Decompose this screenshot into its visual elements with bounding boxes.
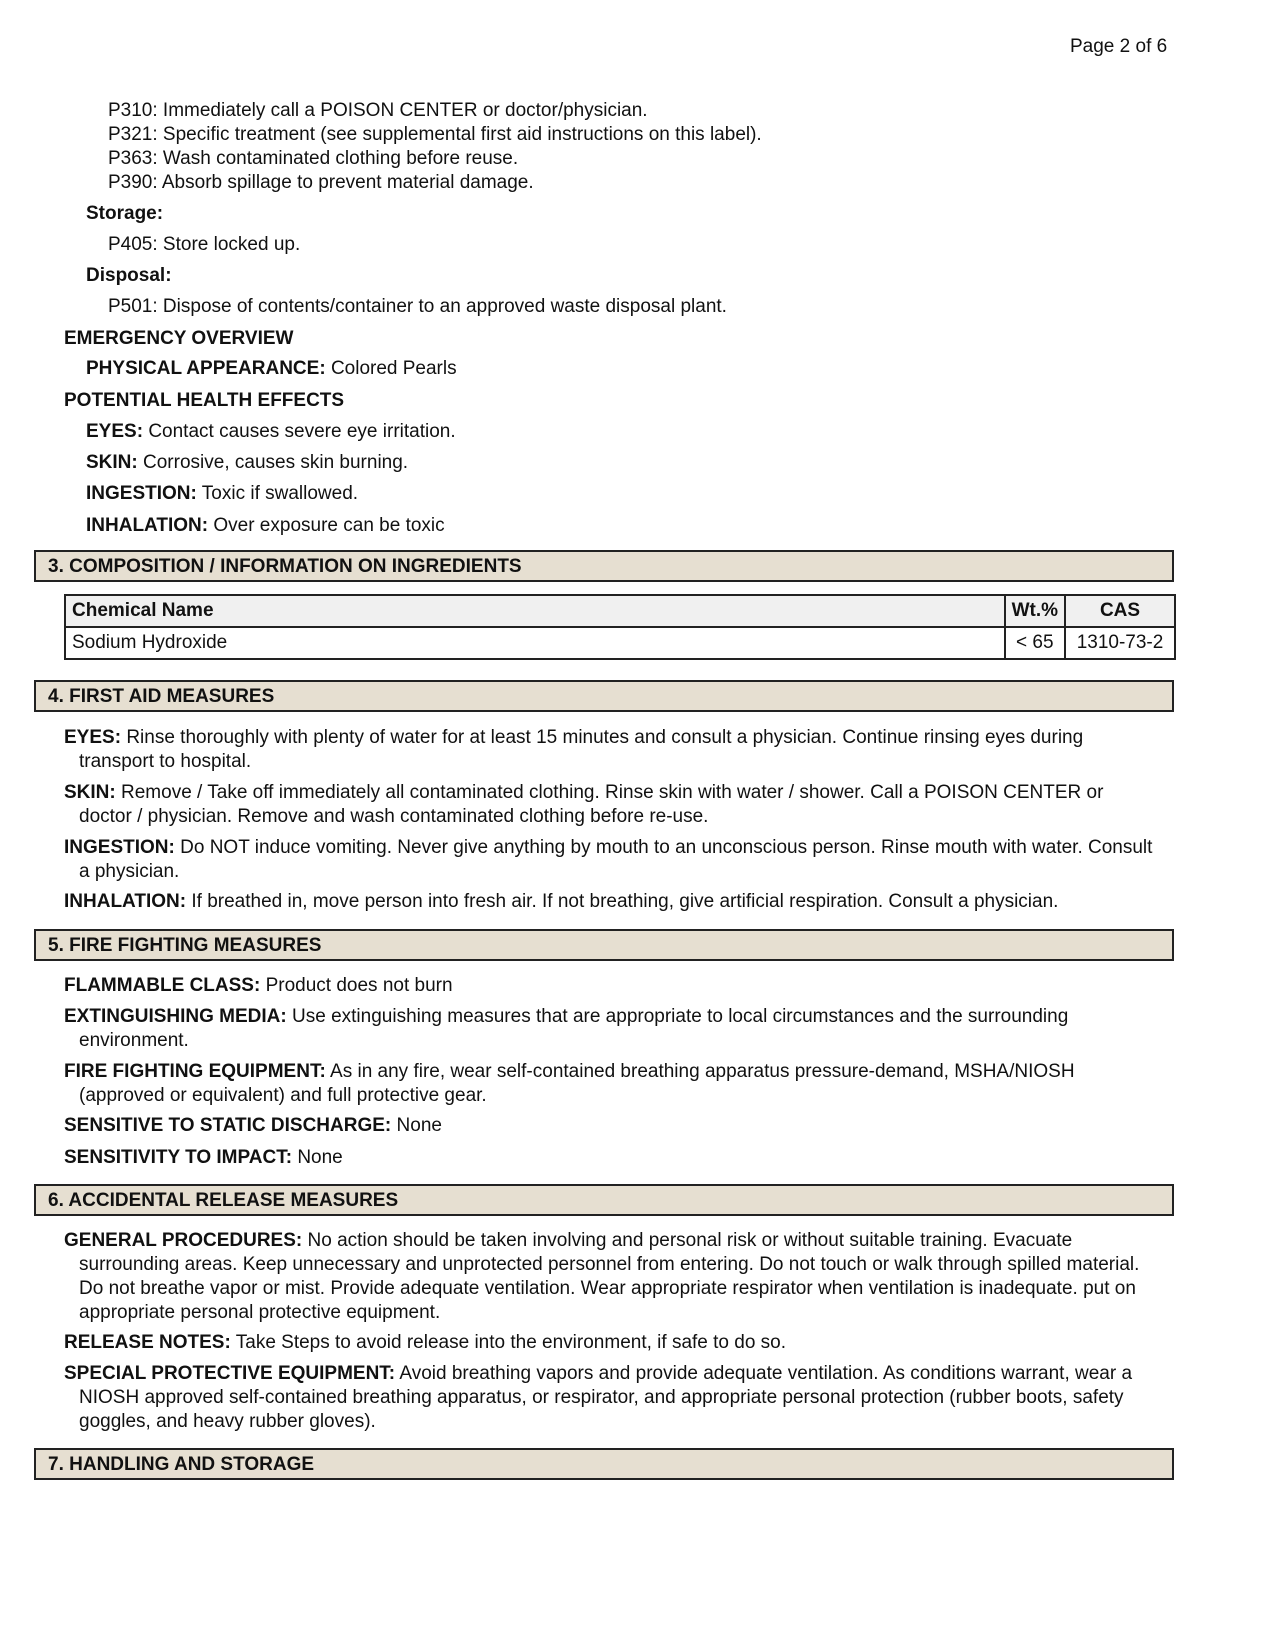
- fire-equipment: [64, 1060, 1174, 1108]
- value-cont: a physician.: [79, 861, 180, 882]
- label: SPECIAL PROTECTIVE EQUIPMENT:: [64, 1363, 396, 1384]
- label: SENSITIVITY TO IMPACT:: [64, 1147, 293, 1168]
- value-cont: Do not breathe vapor or mist. Provide adequate ventilation. Wear appropriate respirator when ventilation is inadequate. put on: [79, 1278, 1136, 1299]
- first-aid-eyes: [64, 726, 1174, 774]
- value: Product does not burn: [265, 975, 453, 996]
- col-wt: Wt.%: [1005, 595, 1065, 627]
- value: As in any fire, wear self-contained breathing apparatus pressure-demand, MSHA/NIOSH: [330, 1061, 1075, 1082]
- value: None: [297, 1147, 343, 1168]
- label: INGESTION:: [64, 837, 175, 858]
- precaution-p405: P405: Store locked up.: [108, 234, 301, 255]
- value: Corrosive, causes skin burning.: [143, 452, 409, 473]
- value-cont: environment.: [79, 1030, 189, 1051]
- value: Use extinguishing measures that are appropriate to local circumstances and the surrounding: [292, 1006, 1069, 1027]
- label: INHALATION:: [64, 891, 187, 912]
- precaution-p363: P363: Wash contaminated clothing before reuse.: [108, 148, 519, 169]
- first-aid-ingestion: [64, 836, 1174, 884]
- fire-flammable-class: [64, 974, 1174, 998]
- label: EXTINGUISHING MEDIA:: [64, 1006, 287, 1027]
- emergency-heading: EMERGENCY OVERVIEW: [64, 328, 294, 349]
- disposal-label: Disposal:: [86, 265, 172, 286]
- release-notes: [64, 1331, 1174, 1355]
- section-7-header: 7. HANDLING AND STORAGE: [34, 1448, 1174, 1480]
- label: EYES:: [86, 421, 144, 442]
- fire-impact: [64, 1146, 1174, 1170]
- health-inhalation: [86, 514, 445, 538]
- precaution-p310: P310: Immediately call a POISON CENTER or doctor/physician.: [108, 100, 648, 121]
- label: EYES:: [64, 727, 122, 748]
- col-cas: CAS: [1065, 595, 1175, 627]
- value: Over exposure can be toxic: [213, 515, 445, 536]
- label: SKIN:: [64, 782, 116, 803]
- value: Avoid breathing vapors and provide adequate ventilation. As conditions warrant, wear a: [399, 1363, 1133, 1384]
- value: Contact causes severe eye irritation.: [148, 421, 456, 442]
- release-general-procedures: [64, 1229, 1174, 1325]
- section-5-header: 5. FIRE FIGHTING MEASURES: [34, 929, 1174, 961]
- storage-label: Storage:: [86, 203, 164, 224]
- release-special-equipment: [64, 1362, 1174, 1434]
- value: No action should be taken involving and personal risk or without suitable training. Evacuate: [307, 1230, 1073, 1251]
- physical-appearance: [86, 357, 457, 381]
- value: None: [396, 1115, 442, 1136]
- section-3-header: 3. COMPOSITION / INFORMATION ON INGREDIENTS: [34, 550, 1174, 582]
- label: GENERAL PROCEDURES:: [64, 1230, 303, 1251]
- precaution-p321: P321: Specific treatment (see supplemental first aid instructions on this label).: [108, 124, 762, 145]
- label: PHYSICAL APPEARANCE:: [86, 358, 326, 379]
- health-heading: POTENTIAL HEALTH EFFECTS: [64, 390, 345, 411]
- value: If breathed in, move person into fresh air. If not breathing, give artificial respiration. Consult a physician.: [191, 891, 1059, 912]
- composition-table: [64, 594, 1176, 660]
- label: INHALATION:: [86, 515, 209, 536]
- value: Remove / Take off immediately all contaminated clothing. Rinse skin with water / shower. Call a POISON CENTER or: [121, 782, 1104, 803]
- cell-wt: < 65: [1005, 627, 1065, 659]
- value-cont: NIOSH approved self-contained breathing apparatus, or respirator, and appropriate personal protection (rubber boots, safety: [79, 1387, 1124, 1408]
- value-cont: appropriate personal protective equipment.: [79, 1302, 441, 1323]
- value: Toxic if swallowed.: [201, 483, 359, 504]
- first-aid-skin: [64, 781, 1174, 829]
- health-skin: [86, 451, 408, 475]
- value: Rinse thoroughly with plenty of water for at least 15 minutes and consult a physician. Continue rinsing eyes during: [126, 727, 1084, 748]
- label: INGESTION:: [86, 483, 197, 504]
- label: RELEASE NOTES:: [64, 1332, 231, 1353]
- label: SENSITIVE TO STATIC DISCHARGE:: [64, 1115, 392, 1136]
- cell-cas: 1310-73-2: [1065, 627, 1175, 659]
- value-cont: (approved or equivalent) and full protective gear.: [79, 1085, 487, 1106]
- precaution-p501: P501: Dispose of contents/container to an approved waste disposal plant.: [108, 296, 727, 317]
- col-chemical-name: Chemical Name: [65, 595, 1005, 627]
- health-ingestion: [86, 482, 358, 506]
- first-aid-inhalation: [64, 890, 1174, 914]
- value: Colored Pearls: [330, 358, 457, 379]
- fire-extinguishing-media: [64, 1005, 1174, 1053]
- precaution-p390: P390: Absorb spillage to prevent material damage.: [108, 172, 534, 193]
- cell-chemical-name: Sodium Hydroxide: [65, 627, 1005, 659]
- fire-static-discharge: [64, 1114, 1174, 1138]
- value-cont: surrounding areas. Keep unnecessary and unprotected personnel from entering. Do not touch or walk through spilled material.: [79, 1254, 1140, 1275]
- section-6-header: 6. ACCIDENTAL RELEASE MEASURES: [34, 1184, 1174, 1216]
- value: Take Steps to avoid release into the environment, if safe to do so.: [235, 1332, 787, 1353]
- value: Do NOT induce vomiting. Never give anything by mouth to an unconscious person. Rinse mouth with water. Consult: [180, 837, 1153, 858]
- page-number: Page 2 of 6: [1070, 36, 1168, 57]
- value-cont: goggles, and heavy rubber gloves).: [79, 1411, 376, 1432]
- label: FLAMMABLE CLASS:: [64, 975, 261, 996]
- table-header-row: [65, 595, 1175, 627]
- label: FIRE FIGHTING EQUIPMENT:: [64, 1061, 326, 1082]
- label: SKIN:: [86, 452, 138, 473]
- value-cont: transport to hospital.: [79, 751, 252, 772]
- health-eyes: [86, 420, 456, 444]
- value-cont: doctor / physician. Remove and wash contaminated clothing before re-use.: [79, 806, 709, 827]
- section-4-header: 4. FIRST AID MEASURES: [34, 680, 1174, 712]
- table-row: [65, 627, 1175, 659]
